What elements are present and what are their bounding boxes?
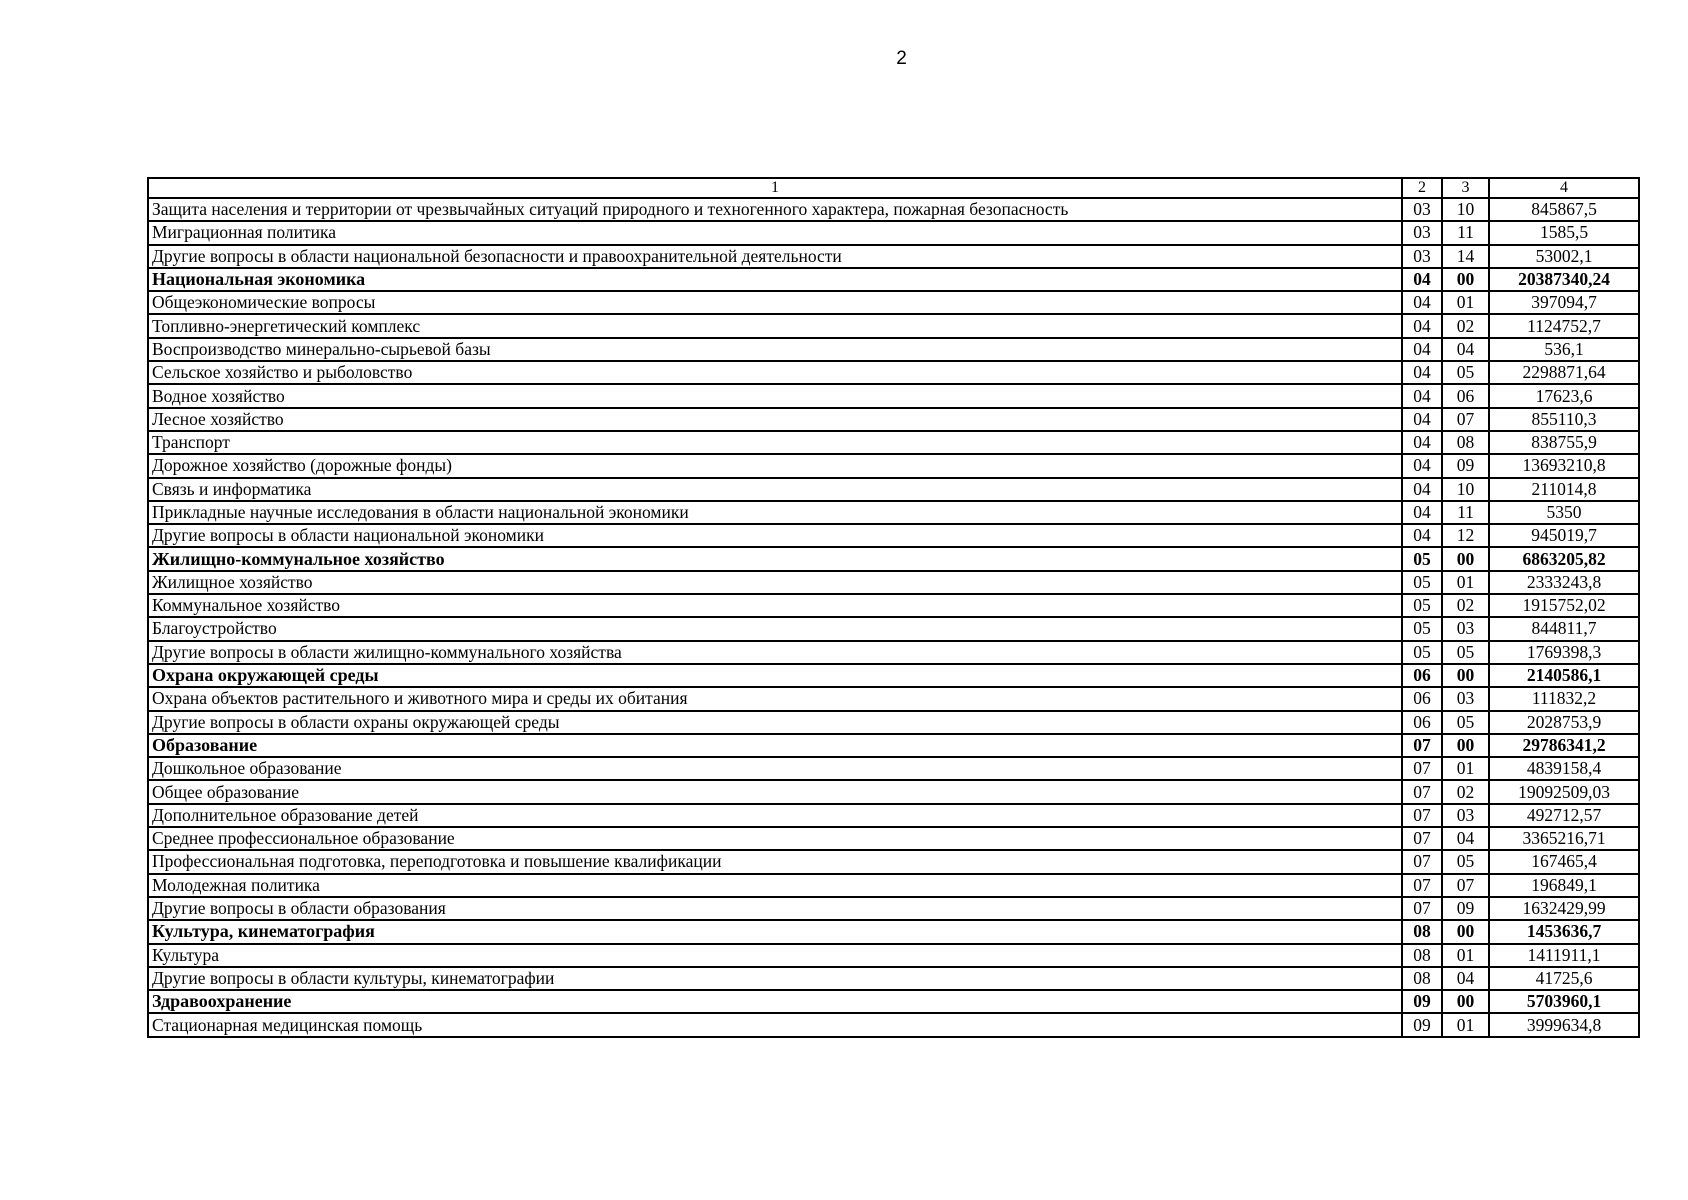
row-subsection-code-cell: 04 [1442, 338, 1489, 361]
row-name-cell: Жилищно-коммунальное хозяйство [148, 547, 1402, 570]
row-subsection-code-cell: 06 [1442, 384, 1489, 407]
row-name-cell: Другие вопросы в области культуры, кинематографии [148, 967, 1402, 990]
row-subsection-code-cell: 01 [1442, 571, 1489, 594]
table-row [148, 431, 1639, 454]
row-amount-cell: 196849,1 [1489, 874, 1639, 897]
row-name-cell: Прикладные научные исследования в области национальной экономики [148, 501, 1402, 524]
row-amount-cell: 1632429,99 [1489, 897, 1639, 920]
row-subsection-code-cell: 02 [1442, 780, 1489, 803]
row-subsection-code-cell: 00 [1442, 734, 1489, 757]
row-amount-cell: 838755,9 [1489, 431, 1639, 454]
table-row [148, 804, 1639, 827]
row-subsection-code-cell: 04 [1442, 967, 1489, 990]
table-row [148, 641, 1639, 664]
table-row [148, 361, 1639, 384]
row-subsection-code-cell: 09 [1442, 897, 1489, 920]
row-subsection-code-cell: 11 [1442, 221, 1489, 244]
table-row [148, 384, 1639, 407]
section-total-row [148, 547, 1639, 570]
row-name-cell: Культура [148, 944, 1402, 967]
row-amount-cell: 397094,7 [1489, 291, 1639, 314]
row-subsection-code-cell: 00 [1442, 920, 1489, 943]
row-section-code-cell: 05 [1402, 547, 1442, 570]
row-name-cell: Воспроизводство минерально-сырьевой базы [148, 338, 1402, 361]
row-name-cell: Охрана объектов растительного и животного мира и среды их обитания [148, 687, 1402, 710]
row-subsection-code-cell: 05 [1442, 641, 1489, 664]
table-row [148, 850, 1639, 873]
row-amount-cell: 2333243,8 [1489, 571, 1639, 594]
row-section-code-cell: 07 [1402, 804, 1442, 827]
table-row [148, 711, 1639, 734]
row-name-cell: Защита населения и территории от чрезвычайных ситуаций природного и техногенного характера, пожарная безопасность [148, 198, 1402, 221]
row-subsection-code-cell: 03 [1442, 804, 1489, 827]
row-amount-cell: 20387340,24 [1489, 268, 1639, 291]
row-name-cell: Образование [148, 734, 1402, 757]
row-amount-cell: 1124752,7 [1489, 314, 1639, 337]
row-name-cell: Связь и информатика [148, 478, 1402, 501]
row-section-code-cell: 07 [1402, 874, 1442, 897]
row-name-cell: Сельское хозяйство и рыболовство [148, 361, 1402, 384]
table-row [148, 338, 1639, 361]
row-section-code-cell: 07 [1402, 780, 1442, 803]
row-name-cell: Жилищное хозяйство [148, 571, 1402, 594]
row-name-cell: Дополнительное образование детей [148, 804, 1402, 827]
row-section-code-cell: 08 [1402, 967, 1442, 990]
row-section-code-cell: 04 [1402, 338, 1442, 361]
table-row [148, 967, 1639, 990]
table-row [148, 501, 1639, 524]
row-amount-cell: 4839158,4 [1489, 757, 1639, 780]
table-row [148, 198, 1639, 221]
row-name-cell: Культура, кинематография [148, 920, 1402, 943]
header-col-4: 4 [1489, 178, 1639, 198]
row-name-cell: Другие вопросы в области охраны окружающей среды [148, 711, 1402, 734]
row-subsection-code-cell: 01 [1442, 757, 1489, 780]
row-subsection-code-cell: 07 [1442, 408, 1489, 431]
section-total-row [148, 990, 1639, 1013]
row-amount-cell: 1769398,3 [1489, 641, 1639, 664]
row-name-cell: Общее образование [148, 780, 1402, 803]
row-section-code-cell: 07 [1402, 897, 1442, 920]
table-row [148, 874, 1639, 897]
row-amount-cell: 5703960,1 [1489, 990, 1639, 1013]
row-subsection-code-cell: 08 [1442, 431, 1489, 454]
row-subsection-code-cell: 00 [1442, 547, 1489, 570]
row-name-cell: Молодежная политика [148, 874, 1402, 897]
table-row [148, 524, 1639, 547]
row-section-code-cell: 09 [1402, 1013, 1442, 1036]
row-section-code-cell: 04 [1402, 478, 1442, 501]
table-row [148, 687, 1639, 710]
row-amount-cell: 111832,2 [1489, 687, 1639, 710]
table-row [148, 944, 1639, 967]
row-subsection-code-cell: 05 [1442, 711, 1489, 734]
row-amount-cell: 844811,7 [1489, 617, 1639, 640]
row-section-code-cell: 04 [1402, 431, 1442, 454]
table-header-row [148, 178, 1639, 198]
row-name-cell: Общеэкономические вопросы [148, 291, 1402, 314]
row-subsection-code-cell: 07 [1442, 874, 1489, 897]
row-name-cell: Стационарная медицинская помощь [148, 1013, 1402, 1036]
row-amount-cell: 845867,5 [1489, 198, 1639, 221]
row-section-code-cell: 07 [1402, 850, 1442, 873]
row-name-cell: Благоустройство [148, 617, 1402, 640]
row-section-code-cell: 05 [1402, 571, 1442, 594]
table-row [148, 780, 1639, 803]
row-section-code-cell: 07 [1402, 827, 1442, 850]
row-section-code-cell: 06 [1402, 687, 1442, 710]
row-name-cell: Миграционная политика [148, 221, 1402, 244]
budget-table [147, 177, 1640, 1038]
table-row [148, 571, 1639, 594]
table-row [148, 454, 1639, 477]
row-amount-cell: 6863205,82 [1489, 547, 1639, 570]
row-subsection-code-cell: 00 [1442, 990, 1489, 1013]
row-section-code-cell: 05 [1402, 641, 1442, 664]
row-amount-cell: 536,1 [1489, 338, 1639, 361]
row-amount-cell: 945019,7 [1489, 524, 1639, 547]
row-name-cell: Дошкольное образование [148, 757, 1402, 780]
row-subsection-code-cell: 03 [1442, 687, 1489, 710]
header-col-3: 3 [1442, 178, 1489, 198]
row-subsection-code-cell: 10 [1442, 198, 1489, 221]
row-section-code-cell: 08 [1402, 944, 1442, 967]
row-amount-cell: 3365216,71 [1489, 827, 1639, 850]
header-col-1: 1 [148, 178, 1402, 198]
row-amount-cell: 2298871,64 [1489, 361, 1639, 384]
row-amount-cell: 1453636,7 [1489, 920, 1639, 943]
row-section-code-cell: 04 [1402, 408, 1442, 431]
table-row [148, 245, 1639, 268]
row-section-code-cell: 07 [1402, 734, 1442, 757]
row-amount-cell: 855110,3 [1489, 408, 1639, 431]
table-row [148, 291, 1639, 314]
row-subsection-code-cell: 14 [1442, 245, 1489, 268]
row-amount-cell: 53002,1 [1489, 245, 1639, 268]
table-row [148, 594, 1639, 617]
row-name-cell: Транспорт [148, 431, 1402, 454]
row-amount-cell: 17623,6 [1489, 384, 1639, 407]
row-subsection-code-cell: 01 [1442, 291, 1489, 314]
section-total-row [148, 664, 1639, 687]
row-amount-cell: 3999634,8 [1489, 1013, 1639, 1036]
table-row [148, 408, 1639, 431]
row-subsection-code-cell: 01 [1442, 944, 1489, 967]
row-name-cell: Охрана окружающей среды [148, 664, 1402, 687]
row-section-code-cell: 05 [1402, 617, 1442, 640]
row-amount-cell: 2028753,9 [1489, 711, 1639, 734]
header-col-2: 2 [1402, 178, 1442, 198]
row-amount-cell: 5350 [1489, 501, 1639, 524]
row-subsection-code-cell: 02 [1442, 594, 1489, 617]
row-amount-cell: 492712,57 [1489, 804, 1639, 827]
row-subsection-code-cell: 05 [1442, 850, 1489, 873]
row-section-code-cell: 05 [1402, 594, 1442, 617]
row-section-code-cell: 04 [1402, 384, 1442, 407]
row-name-cell: Лесное хозяйство [148, 408, 1402, 431]
row-section-code-cell: 04 [1402, 361, 1442, 384]
row-section-code-cell: 07 [1402, 757, 1442, 780]
row-amount-cell: 167465,4 [1489, 850, 1639, 873]
row-section-code-cell: 06 [1402, 711, 1442, 734]
row-name-cell: Другие вопросы в области национальной экономики [148, 524, 1402, 547]
row-amount-cell: 1585,5 [1489, 221, 1639, 244]
row-subsection-code-cell: 02 [1442, 314, 1489, 337]
row-subsection-code-cell: 12 [1442, 524, 1489, 547]
row-subsection-code-cell: 01 [1442, 1013, 1489, 1036]
row-section-code-cell: 04 [1402, 314, 1442, 337]
table-row [148, 897, 1639, 920]
row-subsection-code-cell: 03 [1442, 617, 1489, 640]
table-row [148, 757, 1639, 780]
row-section-code-cell: 04 [1402, 268, 1442, 291]
row-amount-cell: 41725,6 [1489, 967, 1639, 990]
table-row [148, 478, 1639, 501]
row-name-cell: Другие вопросы в области жилищно-коммунального хозяйства [148, 641, 1402, 664]
row-amount-cell: 211014,8 [1489, 478, 1639, 501]
row-amount-cell: 1915752,02 [1489, 594, 1639, 617]
page-number: 2 [896, 48, 907, 69]
row-name-cell: Топливно-энергетический комплекс [148, 314, 1402, 337]
row-amount-cell: 1411911,1 [1489, 944, 1639, 967]
row-name-cell: Коммунальное хозяйство [148, 594, 1402, 617]
row-section-code-cell: 03 [1402, 198, 1442, 221]
section-total-row [148, 920, 1639, 943]
budget-table-body [148, 178, 1639, 1037]
row-subsection-code-cell: 00 [1442, 268, 1489, 291]
section-total-row [148, 268, 1639, 291]
row-name-cell: Здравоохранение [148, 990, 1402, 1013]
row-name-cell: Профессиональная подготовка, переподготовка и повышение квалификации [148, 850, 1402, 873]
row-section-code-cell: 06 [1402, 664, 1442, 687]
row-section-code-cell: 04 [1402, 501, 1442, 524]
row-section-code-cell: 09 [1402, 990, 1442, 1013]
row-subsection-code-cell: 10 [1442, 478, 1489, 501]
row-name-cell: Дорожное хозяйство (дорожные фонды) [148, 454, 1402, 477]
row-name-cell: Национальная экономика [148, 268, 1402, 291]
row-section-code-cell: 08 [1402, 920, 1442, 943]
row-subsection-code-cell: 00 [1442, 664, 1489, 687]
row-amount-cell: 19092509,03 [1489, 780, 1639, 803]
row-amount-cell: 13693210,8 [1489, 454, 1639, 477]
row-subsection-code-cell: 11 [1442, 501, 1489, 524]
table-row [148, 827, 1639, 850]
row-subsection-code-cell: 04 [1442, 827, 1489, 850]
row-section-code-cell: 03 [1402, 245, 1442, 268]
row-name-cell: Другие вопросы в области национальной безопасности и правоохранительной деятельности [148, 245, 1402, 268]
row-section-code-cell: 04 [1402, 454, 1442, 477]
row-section-code-cell: 04 [1402, 524, 1442, 547]
row-amount-cell: 29786341,2 [1489, 734, 1639, 757]
table-row [148, 221, 1639, 244]
row-section-code-cell: 03 [1402, 221, 1442, 244]
table-row [148, 1013, 1639, 1036]
row-section-code-cell: 04 [1402, 291, 1442, 314]
row-name-cell: Другие вопросы в области образования [148, 897, 1402, 920]
row-subsection-code-cell: 05 [1442, 361, 1489, 384]
row-name-cell: Водное хозяйство [148, 384, 1402, 407]
row-name-cell: Среднее профессиональное образование [148, 827, 1402, 850]
section-total-row [148, 734, 1639, 757]
row-subsection-code-cell: 09 [1442, 454, 1489, 477]
table-row [148, 314, 1639, 337]
table-row [148, 617, 1639, 640]
row-amount-cell: 2140586,1 [1489, 664, 1639, 687]
